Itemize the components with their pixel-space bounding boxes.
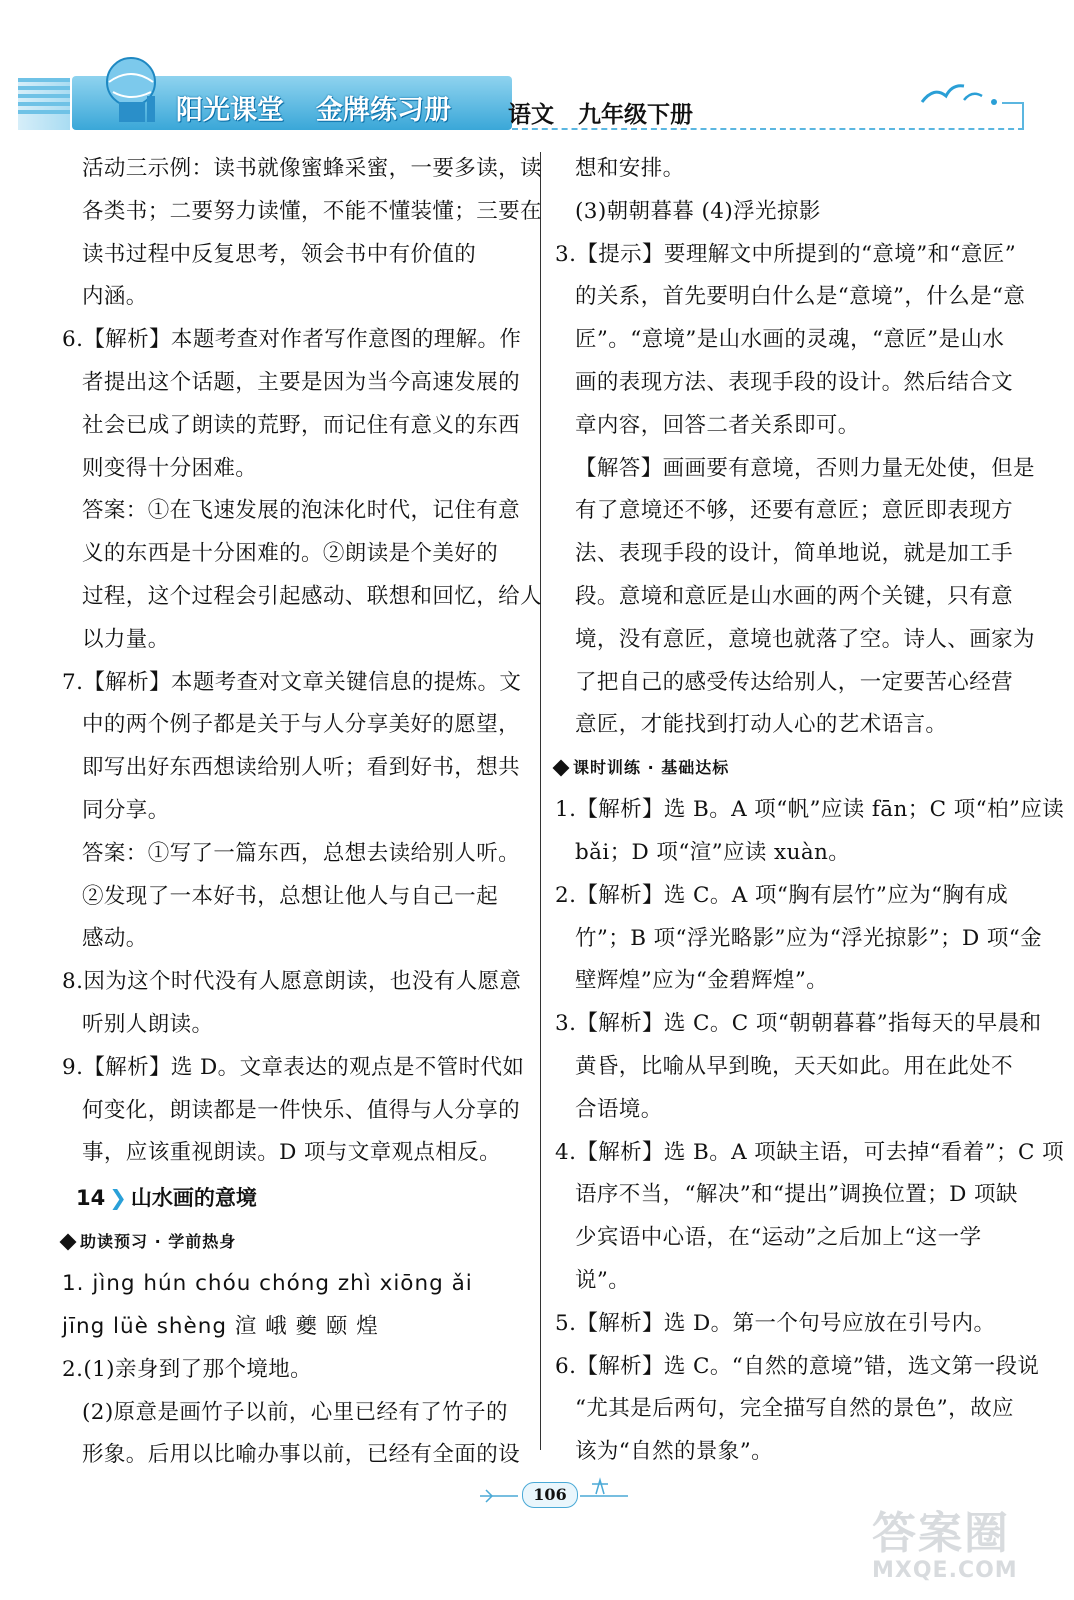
footer-right-ornament-icon (578, 1474, 634, 1510)
answer-item-line: 8.因为这个时代没有人愿意朗读，也没有人愿意 (62, 969, 522, 995)
text-line: 以力量。 (82, 626, 170, 652)
answer-item-line: 2.(1)亲身到了那个境地。 (62, 1356, 313, 1382)
text-line: (2)原意是画竹子以前，心里已经有了竹子的 (82, 1399, 508, 1425)
text-line: 读书过程中反复思考，领会书中有价值的 (82, 241, 477, 267)
section-title: 山水画的意境 (130, 1186, 257, 1211)
section-heading (62, 1175, 530, 1221)
text-line: 画的表现方法、表现手段的设计。然后结合文 (575, 369, 1014, 395)
text-line: 内涵。 (82, 284, 148, 310)
subsection-heading (555, 747, 1027, 789)
text-line: 法、表现手段的设计，简单地说，就是加工手 (575, 541, 1014, 567)
text-line: 则变得十分困难。 (82, 455, 258, 481)
birds-icon (912, 72, 1022, 112)
text-line: 者提出这个话题，主要是因为当今高速发展的 (82, 369, 521, 395)
grade-label: 九年级下册 (578, 102, 693, 128)
subsection-heading (62, 1221, 530, 1263)
text-line: 答案：①写了一篇东西，总想去读给别人听。 (82, 840, 521, 866)
text-line: 义的东西是十分困难的。②朗读是个美好的 (82, 541, 499, 567)
text-line: ②发现了一本好书，总想让他人与自己一起 (82, 883, 499, 909)
footer-left-ornament-icon (478, 1478, 522, 1508)
text-line: “尤其是后两句，完全描写自然的景色”，故应 (575, 1396, 1014, 1422)
text-line: 想和安排。 (575, 156, 685, 181)
left-column (62, 148, 542, 1477)
watermark-url: MXQE.COM (872, 1558, 1018, 1583)
text-line: 语序不当，“解决”和“提出”调换位置；D 项缺 (575, 1182, 1018, 1208)
answer-item-line: 2.【解析】选 C。A 项“胸有层竹”应为“胸有成 (555, 882, 1009, 908)
chevron-right-icon: ❯ (109, 1186, 127, 1211)
text-line: (3)朝朝暮暮 (4)浮光掠影 (575, 198, 821, 224)
answer-item-line: 6.【解析】选 C。“自然的意境”错，选文第一段说 (555, 1353, 1040, 1379)
text-line: 1. jìng hún chóu chóng zhì xiōng ǎi (62, 1271, 473, 1297)
answer-item-line: 1.【解析】选 B。A 项“帆”应读 fān；C 项“柏”应读 (555, 797, 1065, 823)
text-line: 黄昏，比喻从早到晚，天天如此。用在此处不 (575, 1053, 1014, 1079)
text-line: jīng lüè shèng 渲 峨 夔 颐 煌 (62, 1313, 379, 1339)
subsection-title: 课时训练 · 基础达标 (573, 758, 730, 778)
text-line: 形象。后用以比喻办事以前，已经有全面的设 (82, 1442, 521, 1468)
text-line: 的关系，首先要明白什么是“意境”，什么是“意 (575, 284, 1026, 310)
text-line: 活动三示例：读书就像蜜蜂采蜜，一要多读，读 (82, 156, 542, 181)
diamond-bullet-icon (553, 760, 570, 777)
answer-item-line: 7.【解析】本题考查对文章关键信息的提炼。文 (62, 669, 522, 695)
watermark (872, 1510, 1052, 1592)
right-column (555, 148, 1065, 1474)
text-line: 听别人朗读。 (82, 1011, 214, 1037)
text-line: 同分享。 (82, 797, 170, 823)
brand-title-1: 阳光课堂 (176, 95, 284, 126)
answer-item-line: 3.【解析】选 C。C 项“朝朝暮暮”指每天的早晨和 (555, 1011, 1042, 1037)
text-line: 该为“自然的景象”。 (575, 1439, 773, 1465)
text-line: 事，应该重视朗读。D 项与文章观点相反。 (82, 1140, 502, 1166)
page-footer (478, 1474, 638, 1514)
answer-item-line: 9.【解析】选 D。文章表达的观点是不管时代如 (62, 1054, 525, 1080)
text-line: 意匠，才能找到打动人心的艺术语言。 (575, 712, 948, 738)
text-line: 少宾语中心语，在“运动”之后加上“这一学 (575, 1225, 982, 1251)
text-line: 章内容，回答二者关系即可。 (575, 412, 860, 438)
text-line: 各类书；二要努力读懂，不能不懂装懂；三要在 (82, 198, 542, 224)
header-dashed-line (512, 128, 1024, 130)
diamond-bullet-icon (60, 1234, 77, 1251)
text-line: 段。意境和意匠是山水画的两个关键，只有意 (575, 583, 1014, 609)
answer-item-line: 6.【解析】本题考查对作者写作意图的理解。作 (62, 327, 522, 353)
text-line: 过程，这个过程会引起感动、联想和回忆，给人 (82, 583, 542, 609)
text-line: 有了意境还不够，还要有意匠；意匠即表现方 (575, 498, 1014, 524)
text-line: 中的两个例子都是关于与人分享美好的愿望， (82, 712, 521, 738)
text-line: 【解答】画画要有意境，否则力量无处使，但是 (575, 455, 1035, 481)
text-line: 说”。 (575, 1267, 631, 1293)
subject-label: 语文 (508, 102, 554, 128)
text-line: 合语境。 (575, 1096, 663, 1122)
column-divider (540, 152, 541, 1450)
text-line: 何变化，朗读都是一件快乐、值得与人分享的 (82, 1097, 521, 1123)
watermark-logo-text: 答案圈 (872, 1508, 1010, 1559)
text-line: 答案：①在飞速发展的泡沫化时代，记住有意 (82, 498, 521, 524)
text-line: 壁辉煌”应为“金碧辉煌”。 (575, 968, 829, 994)
page-number: 106 (522, 1482, 578, 1508)
text-line: 了把自己的感受传达给别人，一定要苦心经营 (575, 669, 1014, 695)
text-line: 感动。 (82, 926, 148, 952)
answer-item-line: 4.【解析】选 B。A 项缺主语，可去掉“看着”；C 项 (555, 1139, 1064, 1165)
text-line: 即写出好东西想读给别人听；看到好书，想共 (82, 755, 521, 781)
subsection-title: 助读预习 · 学前热身 (80, 1232, 237, 1252)
text-line: 匠”。“意境”是山水画的灵魂，“意匠”是山水 (575, 327, 1005, 353)
text-line: 社会已成了朗读的荒野，而记住有意义的东西 (82, 412, 521, 438)
section-number: 14 (76, 1186, 106, 1211)
answer-item-line: 5.【解析】选 D。第一个句号应放在引号内。 (555, 1310, 996, 1336)
globe-logo-icon (95, 46, 175, 126)
text-line: bǎi；D 项“渲”应读 xuàn。 (575, 839, 851, 865)
text-line: 境，没有意匠，意境也就落了空。诗人、画家为 (575, 626, 1035, 652)
header-stripes (18, 78, 70, 130)
page-header (0, 0, 1074, 150)
brand-title-2: 金牌练习册 (316, 95, 451, 126)
answer-item-line: 3.【提示】要理解文中所提到的“意境”和“意匠” (555, 241, 1017, 267)
text-line: 竹”；B 项“浮光略影”应为“浮光掠影”；D 项“金 (575, 925, 1043, 951)
